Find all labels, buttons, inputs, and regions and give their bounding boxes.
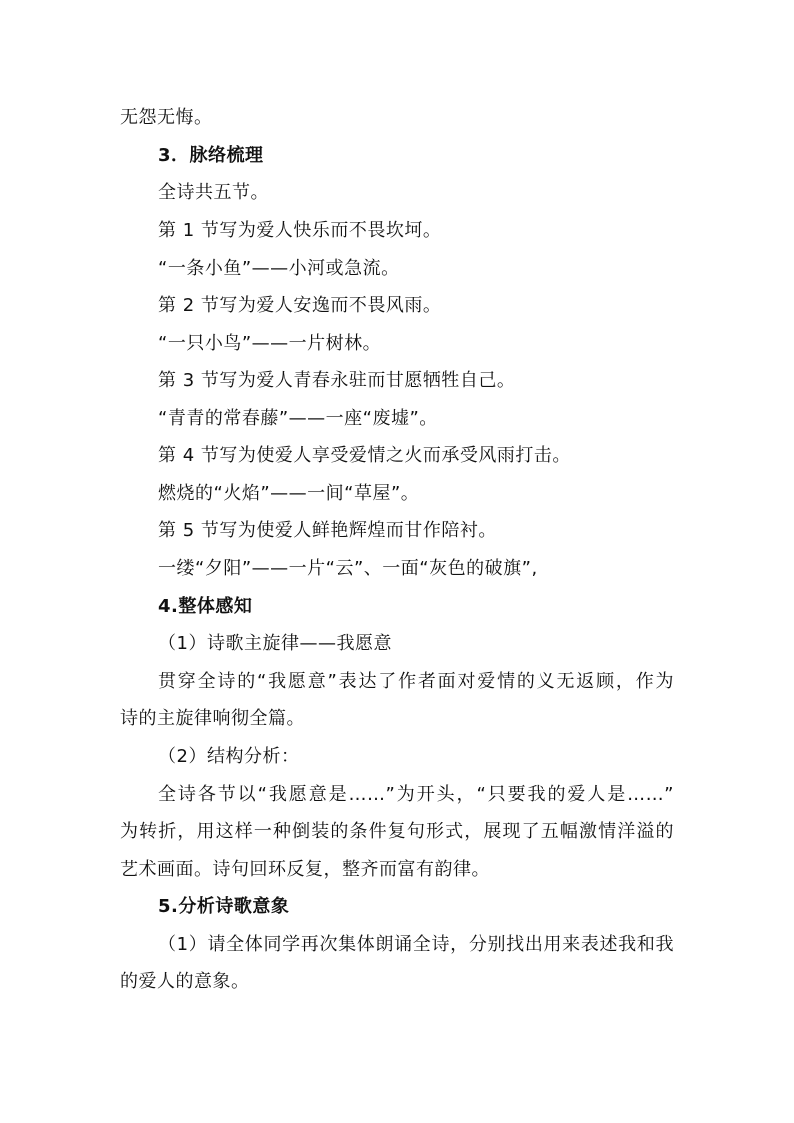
text-line: 第 3 节写为爱人青春永驻而甘愿牺牲自己。 (158, 370, 516, 391)
text-line: “一只小鸟”——一片树林。 (158, 333, 382, 354)
text-line-continuation: 无怨无悔。 (120, 107, 213, 128)
subheading-2: （2）结构分析： (158, 746, 300, 767)
text-line: 全诗共五节。 (158, 182, 269, 203)
text-line: 燃烧的“火焰”——一间“草屋”。 (158, 483, 420, 504)
subheading-1: （1）诗歌主旋律——我愿意 (158, 633, 392, 654)
text-line: 一缕“夕阳”——一片“云”、一面“灰色的破旗”, (158, 558, 538, 579)
section-heading-4: 4.整体感知 (158, 596, 253, 617)
paragraph-line: 全诗各节以“我愿意是……”为开头，“只要我的爱人是……” (158, 784, 674, 805)
text-line: “青青的常春藤”——一座“废墟”。 (158, 408, 438, 429)
text-line: 第 5 节写为使爱人鲜艳辉煌而甘作陪衬。 (158, 520, 497, 541)
section-heading-3: 3．脉络梳理 (158, 145, 264, 166)
paragraph-line: 诗的主旋律响彻全篇。 (120, 708, 305, 729)
text-line: 第 4 节写为使爱人享受爱情之火而承受风雨打击。 (158, 445, 571, 466)
paragraph-line: （1）请全体同学再次集体朗诵全诗，分别找出用来表述我和我 (158, 934, 674, 955)
section-heading-5: 5.分析诗歌意象 (158, 896, 290, 917)
text-line: “一条小鱼”——小河或急流。 (158, 258, 400, 279)
text-line: 第 1 节写为爱人快乐而不畏坎坷。 (158, 220, 442, 241)
paragraph-line: 的爱人的意象。 (120, 971, 250, 992)
paragraph-line: 贯穿全诗的“我愿意”表达了作者面对爱情的义无返顾，作为 (158, 671, 674, 692)
paragraph-line: 为转折，用这样一种倒装的条件复句形式，展现了五幅激情洋溢的 (120, 821, 674, 842)
text-line: 第 2 节写为爱人安逸而不畏风雨。 (158, 295, 442, 316)
paragraph-line: 艺术画面。诗句回环反复，整齐而富有韵律。 (120, 859, 490, 880)
